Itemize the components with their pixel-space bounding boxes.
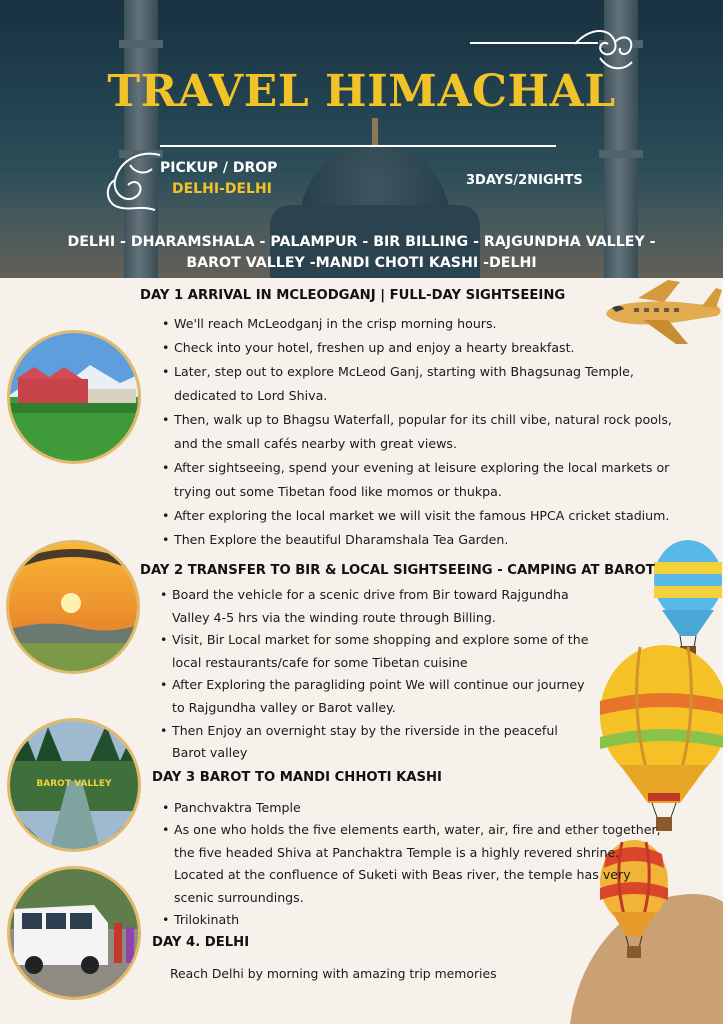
trip-duration: 3DAYS/2NIGHTS [466,173,583,188]
list-item: • As one who holds the five elements earth, water, air, fire and ether together, [162,819,661,841]
barot-valley-label: BAROT VALLEY [36,779,112,789]
list-item-continued: Located at the confluence of Suketi with Beas river, the temple has very [174,867,631,883]
day-4-closing-text: Reach Delhi by morning with amazing trip memories [170,966,497,981]
pickup-label: PICKUP / DROP [160,160,278,176]
page-title: TRAVEL HIMACHAL [107,66,616,117]
list-item-continued: Valley 4-5 hrs via the winding route through Billing. [172,609,496,625]
list-item-continued: to Rajgundha valley or Barot valley. [172,699,396,715]
list-item-continued: trying out some Tibetan food like momos or thukpa. [174,484,502,499]
route-line-2: BAROT VALLEY -MANDI CHOTI KASHI -DELHI [186,255,537,271]
hot-air-balloon-icon [652,540,723,660]
day-2-title: DAY 2 TRANSFER TO BIR & LOCAL SIGHTSEEING - CAMPING AT BAROT [140,563,655,578]
day-4-title: DAY 4. DELHI [152,935,250,950]
day-2-list [160,584,588,765]
list-item: • Board the vehicle for a scenic drive from Bir toward Rajgundha [160,584,588,607]
route-text [10,232,713,274]
list-item: • Check into your hotel, freshen up and enjoy a hearty breakfast. [162,336,672,360]
photo-paragliding-sunset [6,540,140,674]
list-item: • Then, walk up to Bhagsu Waterfall, popular for its chill vibe, natural rock pools, [162,408,672,432]
list-item: • Then Explore the beautiful Dharamshala Tea Garden. [162,528,672,552]
list-item: • After exploring the local market we will visit the famous HPCA cricket stadium. [162,504,672,528]
route-line-1: DELHI - DHARAMSHALA - PALAMPUR - BIR BILLING - RAJGUNDHA VALLEY - [67,234,656,250]
list-item: • Panchvaktra Temple [162,797,661,819]
list-item-continued: and the small cafés nearby with great views. [174,436,457,451]
list-item: • After sightseeing, spend your evening at leisure exploring the local markets or [162,456,672,480]
list-item: • Then Enjoy an overnight stay by the riverside in the peaceful [160,720,588,743]
flourish-icon [100,145,170,215]
photo-barot-valley [7,718,141,852]
list-item-continued: local restaurants/cafe for some Tibetan cuisine [172,654,468,670]
list-item: • Trilokinath [162,909,661,931]
list-item-continued: the five headed Shiva at Panchaktra Temple is a highly revered shrine. [174,844,620,860]
day-1-list [162,312,672,552]
list-item: • Later, step out to explore McLeod Ganj, starting with Bhagsunag Temple, [162,360,672,384]
header-rule-bottom [160,145,556,147]
list-item: • Visit, Bir Local market for some shopping and explore some of the [160,629,588,652]
day-1-title: DAY 1 ARRIVAL IN MCLEODGANJ | FULL-DAY SIGHTSEEING [140,288,566,303]
list-item: • After Exploring the paragliding point We will continue our journey [160,674,588,697]
photo-tempo-traveller [7,866,141,1000]
photo-cricket-stadium [7,330,141,464]
day-3-list [162,797,661,931]
day-3-title: DAY 3 BAROT TO MANDI CHHOTI KASHI [152,770,442,785]
list-item-continued: Barot valley [172,745,248,761]
list-item-continued: scenic surroundings. [174,889,304,905]
list-item-continued: dedicated to Lord Shiva. [174,388,328,403]
list-item: • We'll reach McLeodganj in the crisp morning hours. [162,312,672,336]
pickup-value: DELHI-DELHI [172,181,272,197]
